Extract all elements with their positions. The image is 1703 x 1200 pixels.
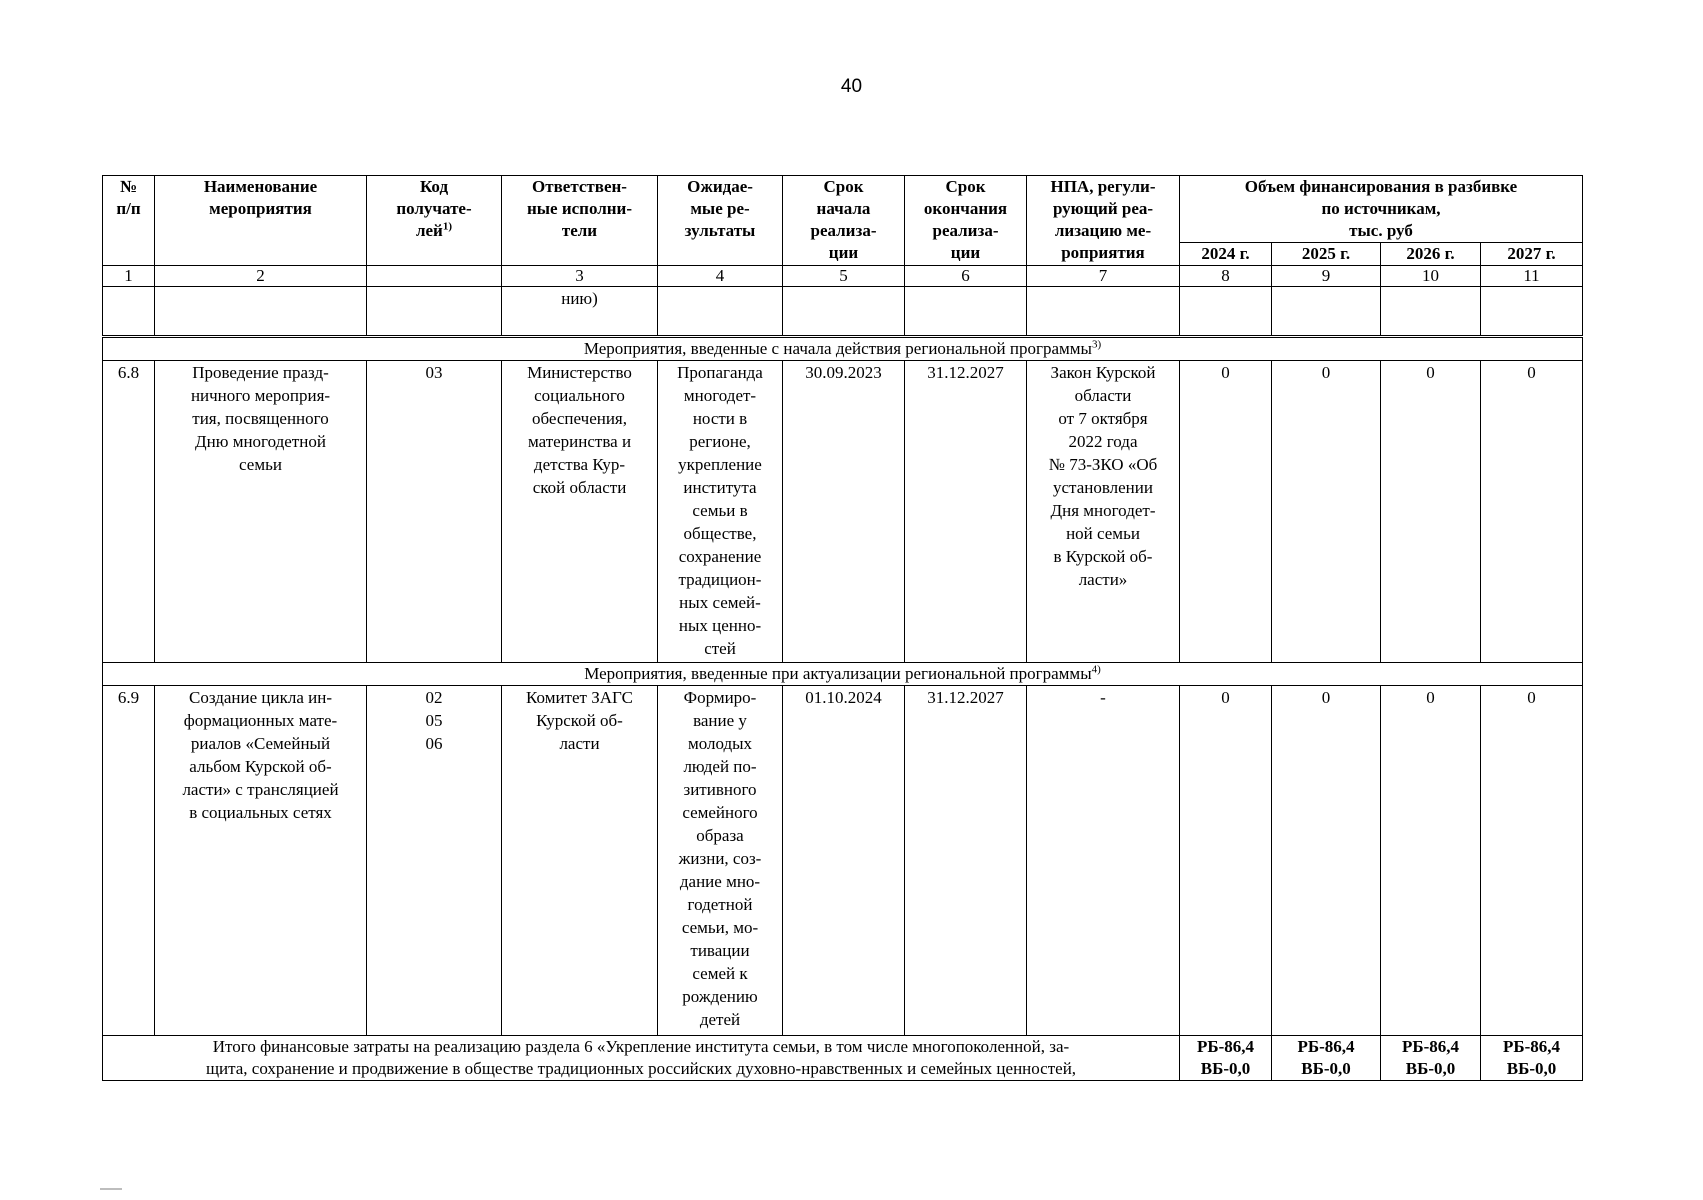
page-number: 40 [840,76,863,97]
row-results [658,361,783,663]
continuation-row [103,287,1583,336]
text-line: НПА, регули- [1050,177,1156,196]
text-line: рождению [682,987,758,1006]
row-2026: 0 [1381,686,1481,1036]
text-line: обеспечения, [531,409,628,428]
column-number: 4 [658,266,783,287]
text-line: ции [828,243,859,262]
text-line: Наименование [203,177,318,196]
text-line: Курской об- [536,711,623,730]
text-line: тели [561,221,598,240]
row-number: 6.9 [103,686,155,1036]
text-line: тия, посвященного [192,409,329,428]
row-responsible [502,686,658,1036]
text-line: ВБ-0,0 [1405,1059,1456,1078]
total-label [103,1036,1180,1081]
text-line: сохранение [678,547,762,566]
footnote-1: 1) [442,220,453,233]
text-line: зитивного [683,780,757,799]
total-2025 [1272,1036,1381,1081]
text-line: ВБ-0,0 [1301,1059,1351,1078]
text-line: Срок [945,177,986,196]
text-line: от 7 октября [1058,409,1148,428]
text-line: жизни, соз- [678,849,762,868]
section-title: Мероприятия, введенные с начала действия региональной программы$^{3)}$ [103,338,1583,361]
text-line: установлении [1053,478,1153,497]
row-2025: 0 [1272,686,1381,1036]
header-year-2025: 2025 г. [1272,243,1381,266]
text-line: Закон Курской [1050,363,1156,382]
text-line: по источникам, [1321,199,1441,218]
total-2024 [1180,1036,1272,1081]
table-row [103,361,1583,663]
header-responsible [502,176,658,266]
text-line: семей к [692,964,748,983]
text-line: Срок [823,177,864,196]
row-code [367,686,502,1036]
text-line: № [119,177,138,196]
text-line: традицион- [678,570,762,589]
text-line: стей [704,639,736,658]
funding-table [102,175,1583,1081]
row-responsible [502,361,658,663]
row-code [367,361,502,663]
header-year-2024: 2024 г. [1180,243,1272,266]
text-line: Ответствен- [532,177,627,196]
footnote-4: 4) [1091,663,1101,676]
text-line: РБ-86,4 [1196,1037,1255,1056]
column-number-row [103,266,1583,287]
text-line: № 73-ЗКО «Об [1048,455,1158,474]
row-number: 6.8 [103,361,155,663]
text-line: 06 [425,734,443,753]
text-line: молодых [687,734,753,753]
total-2026 [1381,1036,1481,1081]
total-row [103,1036,1583,1081]
text-line: ласти» с трансляцией [182,780,339,799]
text-line: Проведение празд- [192,363,329,382]
text-line: Ожидае- [687,177,753,196]
text-line: ных ценно- [678,616,762,635]
row-name [155,361,367,663]
text-line: в Курской об- [1053,547,1153,566]
header-end [905,176,1027,266]
text-line: Создание цикла ин- [188,688,333,707]
text-line: тивации [690,941,750,960]
text-line: Итого финансовые затраты на реализацию раздела 6 «Укрепление института семьи, в том числе многопоколенной, за- [212,1037,1070,1056]
text-line: рующий реа- [1052,199,1154,218]
text-line: роприятия [1061,243,1145,262]
header-year-2027: 2027 г. [1481,243,1583,266]
text-line: 03 [425,363,443,382]
text-line: регионе, [689,432,751,451]
text-line: Комитет ЗАГС [526,688,633,707]
header-npa [1027,176,1180,266]
text-line: Дню многодетной [195,432,326,451]
text-line: начала [816,199,871,218]
text-line: Дня многодет- [1050,501,1156,520]
column-number: 8 [1180,266,1272,287]
text-line: щита, сохранение и продвижение в обществе традиционных российских духовно-нравственных и семейных ценностей, [205,1059,1077,1078]
text-line: альбом Курской об- [189,757,332,776]
text-line: окончания [923,199,1008,218]
text-line: семейного [682,803,758,822]
row-2024: 0 [1180,361,1272,663]
text-line: ности в [692,409,748,428]
header-results [658,176,783,266]
header-name [155,176,367,266]
header-code: Код получате- лей$^{1)}$ [367,176,502,266]
column-number: 11 [1481,266,1583,287]
column-number: 6 [905,266,1027,287]
text-line: лизацию ме- [1054,221,1152,240]
continuation-responsible: нию) [502,287,658,336]
column-number [367,266,502,287]
footnote-3: 3) [1091,338,1102,351]
text-line: зультаты [684,221,756,240]
column-number: 7 [1027,266,1180,287]
header-row [103,176,1583,243]
text-line: ской области [532,478,627,497]
row-2026: 0 [1381,361,1481,663]
text-line: ничного мероприя- [190,386,331,405]
section-title-row [103,663,1583,686]
text-line: обществе, [683,524,757,543]
row-2024: 0 [1180,686,1272,1036]
text-line: ные исполни- [526,199,633,218]
text-line: реализа- [810,221,877,240]
column-number: 9 [1272,266,1381,287]
text-line: материнства и [527,432,632,451]
text-line: Объем финансирования в разбивке [1244,177,1518,196]
text-line: ВБ-0,0 [1506,1059,1557,1078]
text-line: годетной [687,895,753,914]
row-start-date: 01.10.2024 [783,686,905,1036]
text-line: института [683,478,757,497]
text-line: РБ-86,4 [1297,1037,1355,1056]
column-number: 10 [1381,266,1481,287]
row-2027: 0 [1481,361,1583,663]
section-title-row [103,338,1583,361]
text-line: ласти [559,734,600,753]
page-mark [100,1188,122,1190]
text-line: Формиро- [683,688,757,707]
column-number: 2 [155,266,367,287]
text-line: образа [696,826,744,845]
text-line: семьи в [692,501,748,520]
text-line: Министерство [527,363,632,382]
text-line: мероприятия [209,199,312,218]
text-line: ных семей- [679,593,761,612]
text-line: п/п [116,199,141,218]
text-line: в социальных сетях [189,803,332,822]
row-end-date: 31.12.2027 [905,686,1027,1036]
text-line: тыс. руб [1349,221,1413,240]
text-line: 02 [425,688,443,707]
text-line: риалов «Семейный [190,734,331,753]
text-line: социального [534,386,625,405]
row-results [658,686,783,1036]
row-npa [1027,361,1180,663]
text-line: области [1074,386,1132,405]
text-line: 2022 года [1068,432,1138,451]
text-line: РБ-86,4 [1401,1037,1460,1056]
text-line: ВБ-0,0 [1200,1059,1251,1078]
text-line: детства Кур- [533,455,626,474]
row-name [155,686,367,1036]
section-title: Мероприятия, введенные при актуализации региональной программы$^{4)}$ [103,663,1583,686]
text-line: многодет- [683,386,757,405]
row-end-date: 31.12.2027 [905,361,1027,663]
text-line: РБ-86,4 [1502,1037,1561,1056]
column-number: 1 [103,266,155,287]
row-npa [1027,686,1180,1036]
header-start [783,176,905,266]
column-number: 3 [502,266,658,287]
text-line: дание мно- [679,872,761,891]
column-number: 5 [783,266,905,287]
header-num [103,176,155,266]
text-line: семьи [239,455,282,474]
text-line: вание у [693,711,747,730]
header-funding [1180,176,1583,243]
text-line: мые ре- [690,199,750,218]
row-start-date: 30.09.2023 [783,361,905,663]
text-line: Пропаганда [677,363,763,382]
text-line: укрепление [678,455,762,474]
text-line: семьи, мо- [681,918,759,937]
text-line: детей [699,1010,741,1029]
text-line: ной семьи [1066,524,1140,543]
text-line: - [1100,688,1106,707]
text-line: людей по- [683,757,757,776]
text-line: реализа- [932,221,999,240]
text-line: 05 [425,711,443,730]
total-2027 [1481,1036,1583,1081]
table-row [103,686,1583,1036]
row-2025: 0 [1272,361,1381,663]
text-line: ласти» [1078,570,1128,589]
text-line: формационных мате- [183,711,338,730]
header-year-2026: 2026 г. [1381,243,1481,266]
row-2027: 0 [1481,686,1583,1036]
text-line: ции [950,243,981,262]
